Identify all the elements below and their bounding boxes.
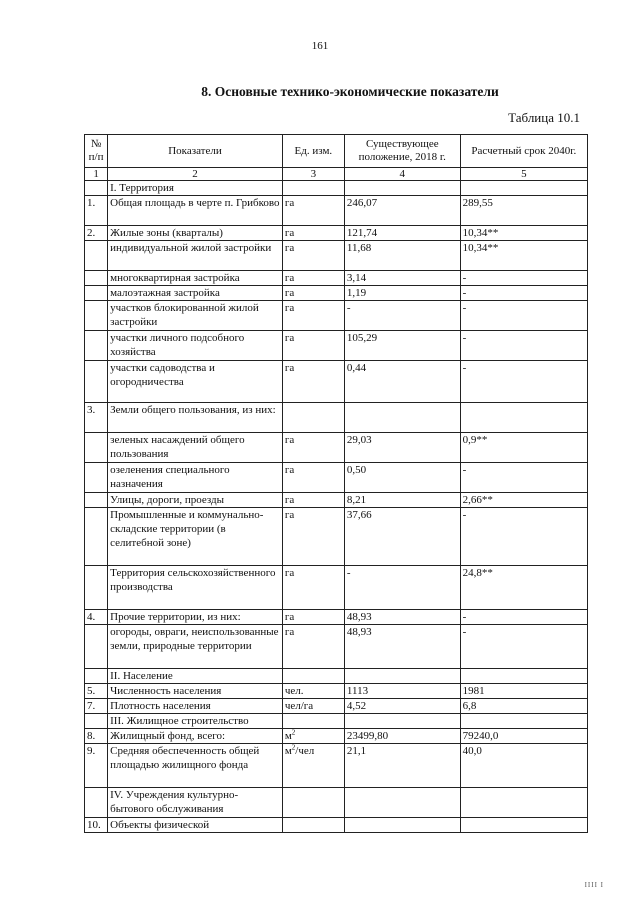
unit-suffix: /чел [295, 745, 315, 757]
table-row [85, 669, 588, 684]
header-target: Расчетный срок 2040г. [460, 135, 587, 168]
row-target-value [460, 818, 587, 833]
row-number [85, 361, 108, 403]
row-existing-value: 3,14 [344, 271, 460, 286]
table-row [85, 818, 588, 833]
table-caption: Таблица 10.1 [508, 110, 580, 125]
row-indicator: I. Территория [108, 181, 283, 196]
table-row [85, 684, 588, 699]
row-indicator: индивидуальной жилой застройки [108, 241, 283, 271]
row-indicator: Жилищный фонд, всего: [108, 729, 283, 744]
row-unit [282, 729, 344, 744]
row-target-value [460, 181, 587, 196]
row-number [85, 714, 108, 729]
row-target-value: - [460, 508, 587, 566]
row-existing-value: 121,74 [344, 226, 460, 241]
row-existing-value: 23499,80 [344, 729, 460, 744]
row-unit [282, 818, 344, 833]
row-unit: га [282, 433, 344, 463]
row-target-value: 24,8** [460, 566, 587, 610]
table-header-row [85, 135, 588, 168]
row-number: 4. [85, 610, 108, 625]
row-existing-value: 37,66 [344, 508, 460, 566]
row-indicator: участков блокированной жилой застройки [108, 301, 283, 331]
row-indicator: IV. Учреждения культурно-бытового обслуживания [108, 788, 283, 818]
row-number: 3. [85, 403, 108, 433]
row-indicator: III. Жилищное строительство [108, 714, 283, 729]
row-existing-value: 11,68 [344, 241, 460, 271]
row-unit: га [282, 301, 344, 331]
row-indicator: зеленых насаждений общего пользования [108, 433, 283, 463]
table-row [85, 433, 588, 463]
header-unit: Ед. изм. [282, 135, 344, 168]
row-indicator: Промышленные и коммунально-складские территории (в селитебной зоне) [108, 508, 283, 566]
row-existing-value: 105,29 [344, 331, 460, 361]
row-target-value: - [460, 301, 587, 331]
table-row [85, 714, 588, 729]
page-number: 161 [311, 40, 329, 52]
row-number [85, 788, 108, 818]
row-existing-value: - [344, 566, 460, 610]
row-indicator: II. Население [108, 669, 283, 684]
row-unit: чел/га [282, 699, 344, 714]
table-row [85, 196, 588, 226]
row-number: 2. [85, 226, 108, 241]
row-unit: га [282, 508, 344, 566]
row-unit: га [282, 493, 344, 508]
row-number [85, 669, 108, 684]
row-existing-value: 1,19 [344, 286, 460, 301]
header-indicator: Показатели [108, 135, 283, 168]
row-unit [282, 714, 344, 729]
row-target-value: - [460, 286, 587, 301]
row-target-value [460, 788, 587, 818]
table-row [85, 463, 588, 493]
row-unit: га [282, 610, 344, 625]
row-number: 9. [85, 744, 108, 788]
row-target-value: - [460, 361, 587, 403]
table-row [85, 610, 588, 625]
row-indicator: малоэтажная застройка [108, 286, 283, 301]
row-indicator: Улицы, дороги, проезды [108, 493, 283, 508]
table-row [85, 301, 588, 331]
column-number-row [85, 168, 588, 181]
row-unit: чел. [282, 684, 344, 699]
row-indicator: участки личного подсобного хозяйства [108, 331, 283, 361]
row-indicator: Численность населения [108, 684, 283, 699]
unit-base: м [284, 730, 292, 742]
row-indicator: Объекты физической [108, 818, 283, 833]
table-row [85, 699, 588, 714]
unit-base: м [284, 745, 292, 757]
row-indicator: Территория сельскохозяйственного производства [108, 566, 283, 610]
row-number [85, 566, 108, 610]
row-target-value: 10,34** [460, 241, 587, 271]
row-unit: га [282, 241, 344, 271]
table-row [85, 403, 588, 433]
table-row [85, 271, 588, 286]
row-number [85, 331, 108, 361]
row-number: 1. [85, 196, 108, 226]
col-number: 2 [108, 168, 283, 181]
row-existing-value: 0,50 [344, 463, 460, 493]
row-unit [282, 788, 344, 818]
row-indicator: многоквартирная застройка [108, 271, 283, 286]
row-target-value: 2,66** [460, 493, 587, 508]
unit-superscript: 2 [291, 743, 296, 752]
row-unit: га [282, 196, 344, 226]
row-number: 7. [85, 699, 108, 714]
row-unit: га [282, 625, 344, 669]
row-existing-value: 0,44 [344, 361, 460, 403]
row-target-value: - [460, 610, 587, 625]
row-indicator: огороды, овраги, неиспользованные земли, природные территории [108, 625, 283, 669]
table-row [85, 493, 588, 508]
col-number: 3 [282, 168, 344, 181]
table-row [85, 226, 588, 241]
row-indicator: Прочие территории, из них: [108, 610, 283, 625]
row-target-value: 0,9** [460, 433, 587, 463]
row-existing-value [344, 181, 460, 196]
row-number [85, 493, 108, 508]
table-row [85, 181, 588, 196]
row-existing-value [344, 788, 460, 818]
row-indicator: Земли общего пользования, из них: [108, 403, 283, 433]
table-body [85, 181, 588, 833]
row-unit [282, 403, 344, 433]
table-row [85, 361, 588, 403]
row-indicator: участки садоводства и огородничества [108, 361, 283, 403]
row-unit [282, 744, 344, 788]
header-num: № п/п [85, 135, 108, 168]
row-existing-value: 8,21 [344, 493, 460, 508]
section-title: 8. Основные технико-экономические показатели [201, 84, 499, 99]
row-number [85, 301, 108, 331]
row-target-value [460, 669, 587, 684]
row-target-value [460, 403, 587, 433]
row-unit: га [282, 271, 344, 286]
row-indicator: Жилые зоны (кварталы) [108, 226, 283, 241]
row-existing-value [344, 669, 460, 684]
row-existing-value: 29,03 [344, 433, 460, 463]
corner-mark: IIII I [584, 881, 604, 889]
row-indicator: Общая площадь в черте п. Грибково [108, 196, 283, 226]
table-row [85, 241, 588, 271]
row-existing-value: 48,93 [344, 610, 460, 625]
row-target-value: - [460, 331, 587, 361]
row-number [85, 625, 108, 669]
table-row [85, 625, 588, 669]
row-target-value: 1981 [460, 684, 587, 699]
row-number [85, 241, 108, 271]
row-unit [282, 669, 344, 684]
row-number [85, 433, 108, 463]
unit-superscript: 2 [291, 728, 296, 737]
header-existing: Существующее положение, 2018 г. [344, 135, 460, 168]
table-row [85, 286, 588, 301]
row-existing-value: - [344, 301, 460, 331]
col-number: 1 [85, 168, 108, 181]
table-row [85, 788, 588, 818]
row-unit: га [282, 463, 344, 493]
row-target-value: 40,0 [460, 744, 587, 788]
row-number [85, 271, 108, 286]
row-unit [282, 181, 344, 196]
row-number [85, 286, 108, 301]
row-unit: га [282, 566, 344, 610]
row-indicator: Плотность населения [108, 699, 283, 714]
row-indicator: озеленения специального назначения [108, 463, 283, 493]
row-number [85, 463, 108, 493]
row-unit: га [282, 226, 344, 241]
row-target-value: 79240,0 [460, 729, 587, 744]
row-existing-value: 246,07 [344, 196, 460, 226]
row-number [85, 181, 108, 196]
row-target-value: - [460, 463, 587, 493]
row-target-value [460, 714, 587, 729]
row-unit: га [282, 361, 344, 403]
row-number [85, 508, 108, 566]
col-number: 5 [460, 168, 587, 181]
row-existing-value: 21,1 [344, 744, 460, 788]
row-target-value: 289,55 [460, 196, 587, 226]
table-row [85, 566, 588, 610]
row-target-value: - [460, 625, 587, 669]
table-row [85, 331, 588, 361]
row-existing-value [344, 714, 460, 729]
row-existing-value: 48,93 [344, 625, 460, 669]
col-number: 4 [344, 168, 460, 181]
row-target-value: 6,8 [460, 699, 587, 714]
row-target-value: 10,34** [460, 226, 587, 241]
indicators-table [84, 134, 588, 833]
table-row [85, 744, 588, 788]
table-row [85, 508, 588, 566]
row-indicator: Средняя обеспеченность общей площадью жилищного фонда [108, 744, 283, 788]
row-unit: га [282, 286, 344, 301]
row-existing-value [344, 818, 460, 833]
row-target-value: - [460, 271, 587, 286]
row-existing-value: 4,52 [344, 699, 460, 714]
row-existing-value [344, 403, 460, 433]
row-number: 10. [85, 818, 108, 833]
row-number: 8. [85, 729, 108, 744]
row-existing-value: 1113 [344, 684, 460, 699]
table-row [85, 729, 588, 744]
row-number: 5. [85, 684, 108, 699]
row-unit: га [282, 331, 344, 361]
